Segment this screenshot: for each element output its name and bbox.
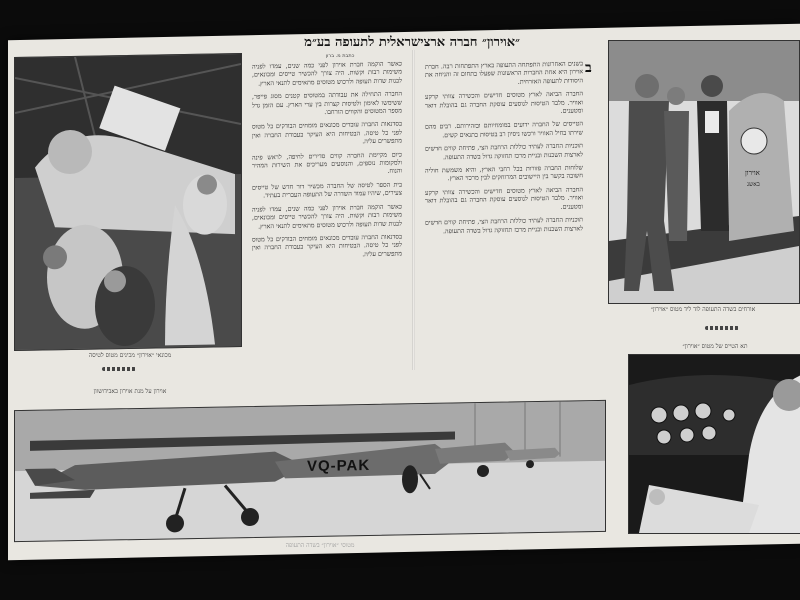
visitors-photo: [608, 40, 800, 304]
paragraph: כאשר הוקמה חברת אוירון לפני כמה שנים, עמדו לפניה משימות רבות וקשות. היה צורך להכשיר טייסים ומכונאים, לבנות שדות תעופה ולרכוש מטוסים מתאימים לתנאי הארץ.: [252, 203, 402, 230]
aircraft-registration: VQ-PAK: [307, 456, 371, 476]
paragraph: הטייסים של החברה ידועים במומחיותם ובזהירותם. רבים מהם שירתו בחיל האוויר ורכשו ניסיון רב בטיסות בתנאים קשים.: [425, 120, 583, 140]
ornament-left: [102, 367, 136, 371]
visitors-caption: אורחים בשדה התעופה לוד ליד מטוס ״אוירון״: [650, 306, 756, 313]
paragraph: החברה הביאה לארץ מטוסים חדישים והכשירה צוותי קרקע ואוויר. מלבד הטיסות לנוסעים עוסקת החברה גם בהובלת דואר ומטענים.: [425, 186, 583, 211]
center-fold: [412, 50, 415, 370]
paragraph: החברה הביאה לארץ מטוסים חדישים והכשירה צוותי קרקע ואוויר. מלבד הטיסות לנוסעים עוסקת החברה גם בהובלת דואר ומטענים.: [425, 90, 583, 115]
drop-cap: ב: [585, 60, 592, 76]
mechanics-caption: מכונאי ״אוירון״ מכינים מטוס לטיסה: [88, 352, 172, 359]
paragraph: החברה התחילה את עבודתה במטוסים קטנים מסוג פייפר, ששימשו לאימון ולטיסות קצרות בין ערי הארץ. עם הזמן גדל מספר המטוסים והקווים הורחבו.: [252, 90, 402, 117]
fuselage-sublabel: באשג: [747, 181, 760, 188]
mechanics-photo: [14, 53, 242, 351]
paragraph: כאשר הוקמה חברת אוירון לפני כמה שנים, עמדו לפניה משימות רבות וקשות. היה צורך להכשיר טייסים ומכונאים, לבנות שדות תעופה ולרכוש מטוסים מתאימים לתנאי הארץ.: [252, 60, 402, 88]
fuselage-label: אוירון: [745, 169, 760, 177]
cockpit-photo: [628, 354, 800, 534]
paragraph: בית הספר לטיסה של החברה מכשיר דור חדש של טייסים צעירים, שיהיו עמוד השדרה של התעופה העברית בעתיד.: [252, 181, 402, 200]
paragraph: בסדנאות החברה עובדים מכונאים מומחים הבודקים כל מטוס לפני כל טיסה. הבטיחות היא העיקר בעבודת החברה ואין מתפשרים עליה.: [252, 120, 402, 146]
paragraph: בסדנאות החברה עובדים מכונאים מומחים הבודקים כל מטוס לפני כל טיסה. הבטיחות היא העיקר בעבודת החברה ואין מתפשרים עליה.: [252, 233, 402, 258]
paragraph: שלוחות החברה פזורות בכל רחבי הארץ, והיא משמשת חוליה חשובה בקשר בין היישובים המרוחקים לבין מרכזי הארץ.: [425, 164, 583, 183]
article-headline: ״אוירון״ חברה ארצישראלית לתעופה בע״מ: [304, 35, 520, 50]
airfield-caption: מטוסי ״אוירון״ בשדה התעופה: [285, 542, 355, 549]
paragraph: בשנים האחרונות התפתחה התעופה בארץ התפתחות רבה. חברת אוירון היא אחת החברות הראשונות שפעלו בתחום זה והניחה את היסודות לתעופה האזרחית.: [425, 60, 583, 86]
paragraph: תוכניות החברה לעתיד כוללות הרחבת הצי, פתיחת קווים חדשים לארצות השכנות ובניית מרכז תחזוקה גדול בשדה התעופה.: [425, 142, 583, 161]
article-byline: כתבת מ. ברון: [325, 53, 355, 59]
ornament-right: [705, 326, 739, 330]
text-column-right: [425, 60, 583, 383]
airfield-photo: [14, 400, 606, 542]
paragraph: כיום מקיימת החברה קווים סדירים לחיפה, לראש פינה ולמקומות נוספים, והנוסעים מעריכים את השירות המהיר והנוח.: [252, 151, 402, 176]
text-column-left: [252, 60, 402, 388]
mechanics-subcaption: אוירון על מנת אוירון באבידושוון: [93, 388, 167, 395]
cockpit-caption: תא הטייס של מטוס ״אוירון״: [682, 343, 748, 350]
paragraph: תוכניות החברה לעתיד כוללות הרחבת הצי, פתיחת קווים חדשים לארצות השכנות ובניית מרכז תחזוקה גדול בשדה התעופה.: [425, 216, 583, 235]
